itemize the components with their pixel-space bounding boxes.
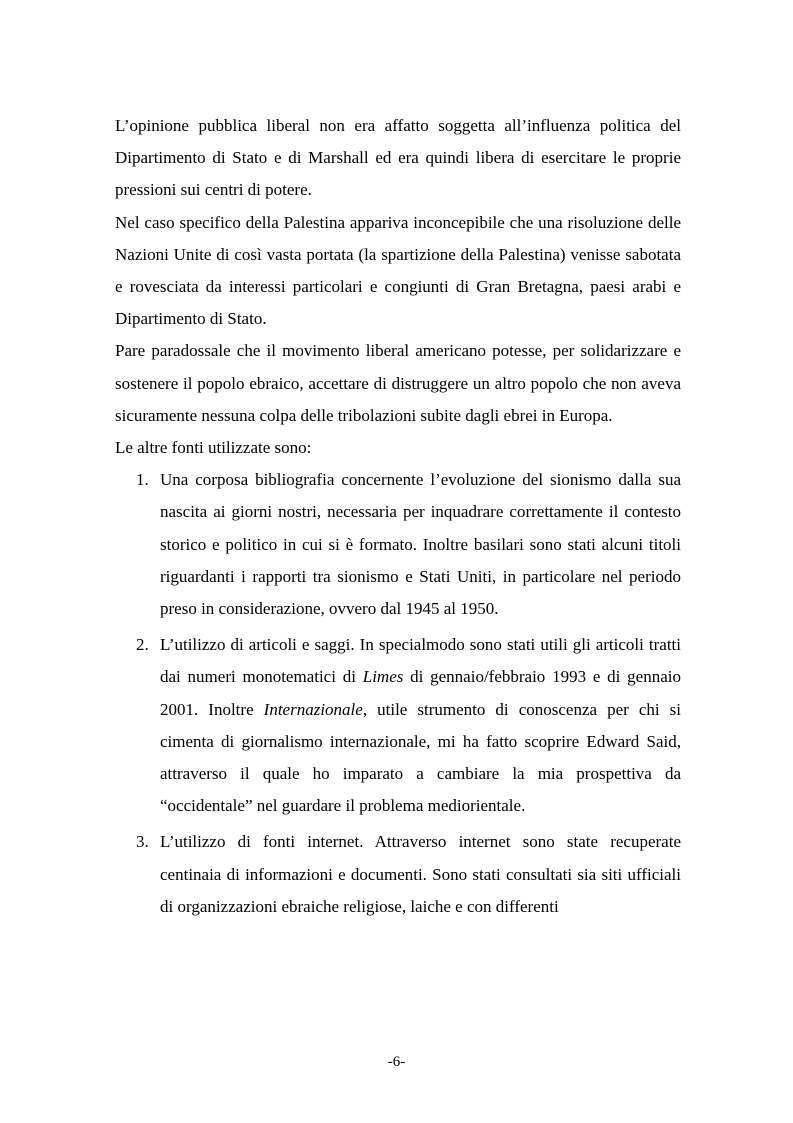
sources-intro: Le altre fonti utilizzate sono: [115, 438, 312, 458]
italic-title-internazionale: Internazionale [263, 699, 363, 719]
list-number: 3. [136, 832, 149, 852]
page-body [115, 110, 681, 923]
italic-title-limes: Limes [362, 667, 404, 687]
paragraph-liberal-opinion: L’opinione pubblica liberal non era affatto soggetta all’influenza politica del Dipartimento di Stato e di Marshall ed era quindi libera di esercitare le proprie pressioni sui centri di potere. [115, 116, 681, 200]
paragraph-paradox: Pare paradossale che il movimento liberal americano potesse, per solidarizzare e sostenere il popolo ebraico, accettare di distruggere un altro popolo che non aveva sicuramente nessuna colpa delle tribolazioni subite dagli ebrei in Europa. [115, 341, 681, 425]
list-item-text: di gennaio/febbraio 1993 e di gennaio 2001. Inoltre [160, 667, 681, 719]
list-item-text: , utile strumento di conoscenza per chi si cimenta di giornalismo internazionale, mi ha fatto scoprire Edward Said, attraverso il quale ho imparato a cambiare la mia prospettiva da “occidentale” nel guardare il problema mediorientale. [160, 699, 681, 816]
list-item-internet [136, 826, 681, 923]
list-number: 1. [136, 470, 149, 490]
list-item-bibliography [136, 464, 681, 625]
list-item-text: Una corposa bibliografia concernente l’evoluzione del sionismo dalla sua nascita ai giorni nostri, necessaria per inquadrare correttamente il contesto storico e politico in cui si è formato. Inoltre basilari sono stati alcuni titoli riguardanti i rapporti tra sionismo e Stati Uniti, in particolare nel periodo preso in considerazione, ovvero dal 1945 al 1950. [160, 470, 681, 619]
sources-list [115, 464, 681, 923]
list-item-text: L’utilizzo di articoli e saggi. In specialmodo sono stati utili gli articoli tratti dai numeri monotematici di [160, 635, 681, 687]
list-number: 2. [136, 635, 149, 655]
page-number: -6- [387, 1054, 406, 1070]
list-item-text: L’utilizzo di fonti internet. Attraverso internet sono state recuperate centinaia di informazioni e documenti. Sono stati consultati sia siti ufficiali di organizzazioni ebraiche religiose, laiche e con differenti [160, 832, 681, 916]
list-item-articles [136, 629, 681, 822]
paragraph-palestine-case: Nel caso specifico della Palestina appariva inconcepibile che una risoluzione delle Nazioni Unite di così vasta portata (la spartizione della Palestina) venisse sabotata e rovesciata da interessi particolari e congiunti di Gran Bretagna, paesi arabi e Dipartimento di Stato. [115, 212, 681, 329]
